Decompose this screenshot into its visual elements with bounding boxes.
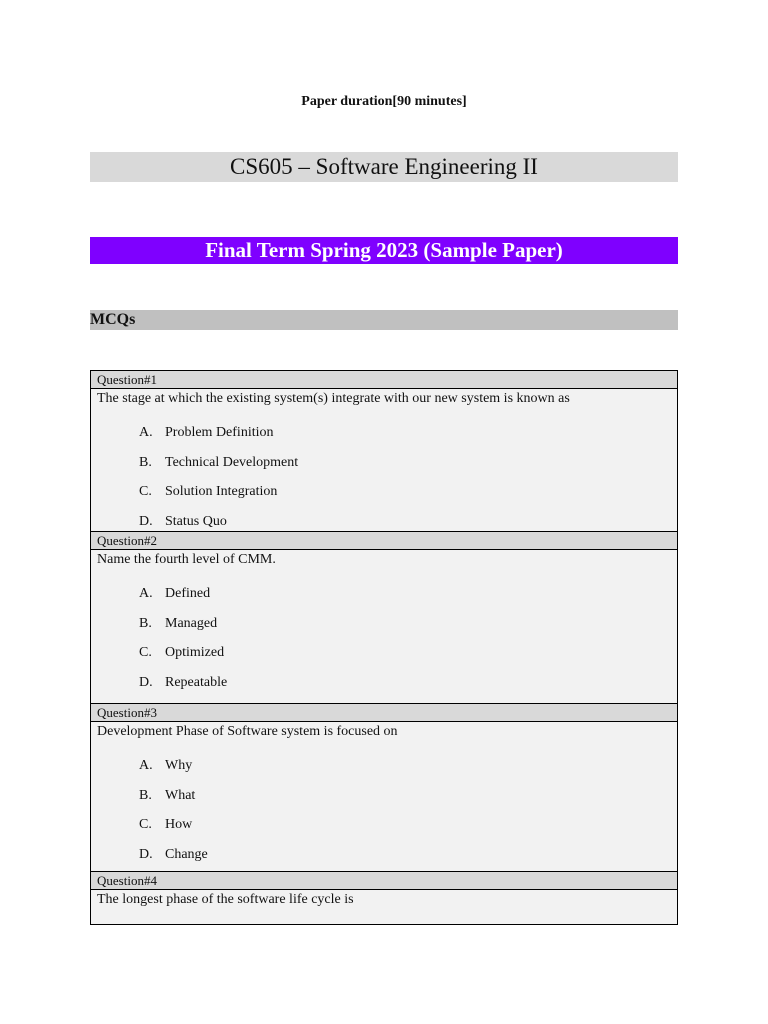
section-heading-mcqs: MCQs — [90, 310, 678, 330]
option-a — [97, 579, 671, 609]
option-text: Technical Development — [165, 454, 299, 470]
question-text: Name the fourth level of CMM. — [97, 552, 276, 567]
option-a — [97, 751, 671, 781]
option-text: Defined — [165, 586, 211, 601]
option-c — [97, 810, 671, 840]
question-label: Question#3 — [91, 704, 677, 722]
question-label: Question#2 — [91, 532, 677, 550]
term-title: Final Term Spring 2023 (Sample Paper) — [90, 237, 678, 264]
options-wrap — [97, 569, 671, 697]
option-letter: A. — [139, 758, 153, 773]
option-text: Solution Integration — [165, 484, 278, 499]
option-text: How — [165, 817, 193, 832]
option-list — [97, 751, 671, 869]
option-text: Status Quo — [165, 513, 227, 529]
option-c — [97, 638, 671, 668]
option-letter: D. — [139, 674, 153, 690]
question-label: Question#1 — [91, 371, 677, 389]
option-list — [97, 579, 671, 697]
option-text: Optimized — [165, 645, 225, 660]
question-text: The longest phase of the software life cycle is — [97, 892, 354, 907]
option-list — [97, 418, 671, 536]
options-wrap — [97, 741, 671, 869]
question-body — [91, 722, 677, 872]
option-b — [97, 448, 671, 478]
option-text: Managed — [165, 615, 218, 631]
course-title: CS605 – Software Engineering II — [230, 154, 538, 179]
question-block — [91, 532, 677, 704]
option-letter: A. — [139, 586, 153, 601]
option-c — [97, 477, 671, 507]
option-d — [97, 507, 671, 537]
option-letter: D. — [139, 513, 153, 529]
option-text: Why — [165, 758, 193, 773]
question-text: Development Phase of Software system is focused on — [97, 724, 398, 739]
option-letter: C. — [139, 484, 152, 499]
question-text: The stage at which the existing system(s) integrate with our new system is known as — [97, 391, 570, 406]
option-text: What — [165, 787, 196, 803]
option-letter: D. — [139, 846, 153, 862]
question-block — [91, 872, 677, 924]
option-text: Problem Definition — [165, 425, 274, 440]
options-wrap — [97, 408, 671, 536]
question-label: Question#4 — [91, 872, 677, 890]
paper-duration: Paper duration[90 minutes] — [301, 94, 467, 109]
option-letter: A. — [139, 425, 153, 440]
question-body — [91, 550, 677, 704]
question-body — [91, 389, 677, 532]
option-b — [97, 609, 671, 639]
question-body — [91, 890, 677, 924]
option-a — [97, 418, 671, 448]
option-b — [97, 781, 671, 811]
option-letter: C. — [139, 645, 152, 660]
option-d — [97, 668, 671, 698]
option-d — [97, 840, 671, 870]
option-text: Repeatable — [165, 674, 228, 690]
question-block — [91, 704, 677, 872]
option-letter: B. — [139, 615, 152, 631]
option-letter: B. — [139, 454, 152, 470]
option-text: Change — [165, 846, 208, 862]
option-letter: B. — [139, 787, 152, 803]
option-letter: C. — [139, 817, 152, 832]
question-block — [91, 371, 677, 532]
questions-table — [90, 370, 678, 925]
